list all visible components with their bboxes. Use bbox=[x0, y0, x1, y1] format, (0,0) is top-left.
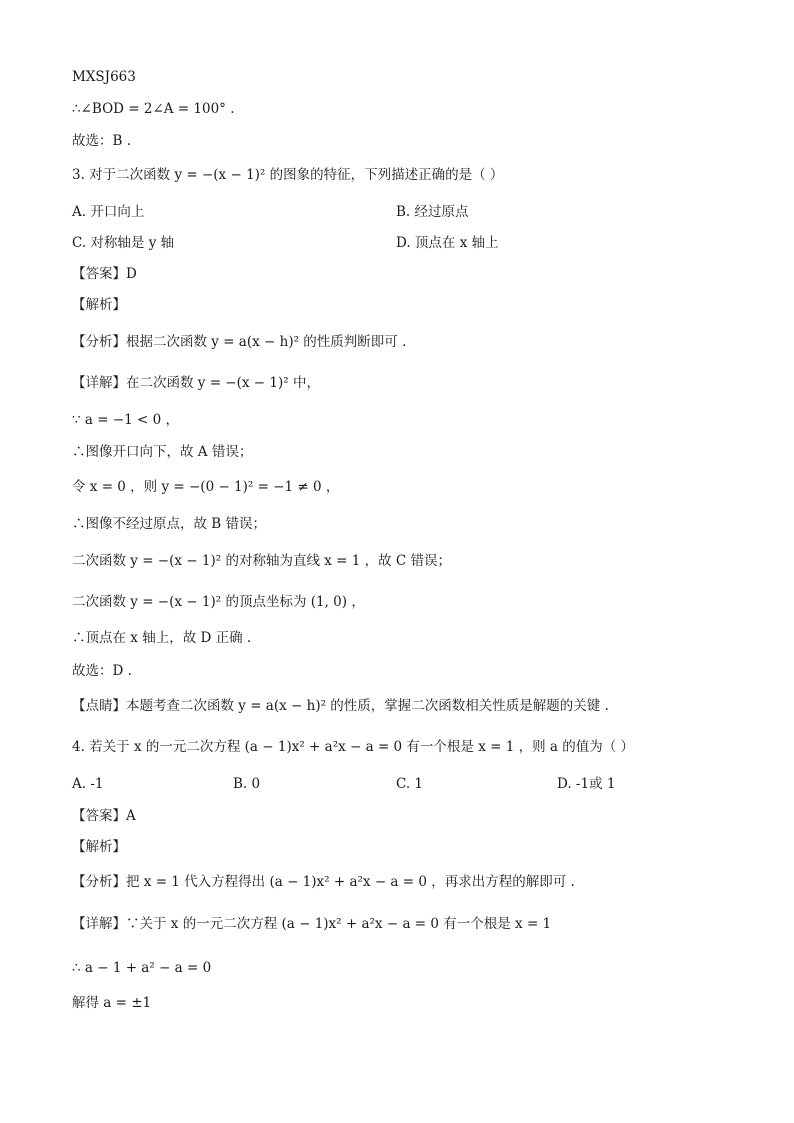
text-line: 【分析】根据二次函数 y = a(x − h)² 的性质判断即可 . bbox=[72, 334, 407, 350]
text-line: ∴顶点在 x 轴上，故 D 正确 . bbox=[72, 630, 252, 646]
option-b: B. 经过原点 bbox=[396, 204, 469, 220]
text-line: 解得 a = ±1 bbox=[72, 995, 152, 1011]
text-line: ∴∠BOD = 2∠A = 100° . bbox=[72, 101, 235, 117]
text-line: ∴图像开口向下，故 A 错误； bbox=[72, 444, 253, 460]
analysis-label: 【解析】 bbox=[72, 297, 126, 313]
text-line: 【详解】∵关于 x 的一元二次方程 (a − 1)x² + a²x − a = 0 有一个根是 x = 1 bbox=[72, 916, 552, 932]
question-3: 3. 对于二次函数 y = −(x − 1)² 的图象的特征，下列描述正确的是（ ） bbox=[72, 167, 504, 183]
doc-code: MXSJ663 bbox=[72, 69, 136, 85]
option-c: C. 1 bbox=[396, 776, 424, 792]
text-line: 【点睛】本题考查二次函数 y = a(x − h)² 的性质，掌握二次函数相关性质是解题的关键 . bbox=[72, 698, 609, 714]
question-4: 4. 若关于 x 的一元二次方程 (a − 1)x² + a²x − a = 0 有一个根是 x = 1 ，则 a 的值为（ ） bbox=[72, 739, 635, 755]
option-b: B. 0 bbox=[233, 776, 261, 792]
text-line: ∴ a − 1 + a² − a = 0 bbox=[72, 960, 212, 976]
option-c: C. 对称轴是 y 轴 bbox=[72, 235, 175, 251]
option-d: D. 顶点在 x 轴上 bbox=[396, 235, 499, 251]
option-d: D. -1或 1 bbox=[557, 776, 616, 792]
analysis-label: 【解析】 bbox=[72, 839, 126, 855]
text-line: 【详解】在二次函数 y = −(x − 1)² 中， bbox=[72, 375, 320, 391]
text-line: 二次函数 y = −(x − 1)² 的对称轴为直线 x = 1 ，故 C 错误； bbox=[72, 553, 452, 569]
option-a: A. 开口向上 bbox=[72, 204, 145, 220]
text-line: ∵ a = −1 < 0 ， bbox=[72, 412, 179, 428]
text-line: 【分析】把 x = 1 代入方程得出 (a − 1)x² + a²x − a = 0 ，再求出方程的解即可 . bbox=[72, 874, 575, 890]
answer-label: 【答案】D bbox=[72, 266, 137, 282]
text-line: 二次函数 y = −(x − 1)² 的顶点坐标为 (1, 0) ， bbox=[72, 594, 365, 610]
text-line: 故选：B . bbox=[72, 133, 132, 149]
answer-label: 【答案】A bbox=[72, 808, 136, 824]
text-line: 故选：D . bbox=[72, 663, 132, 679]
text-line: 令 x = 0 ，则 y = −(0 − 1)² = −1 ≠ 0 ， bbox=[72, 479, 340, 495]
text-line: ∴图像不经过原点，故 B 错误； bbox=[72, 516, 267, 532]
option-a: A. -1 bbox=[72, 776, 104, 792]
